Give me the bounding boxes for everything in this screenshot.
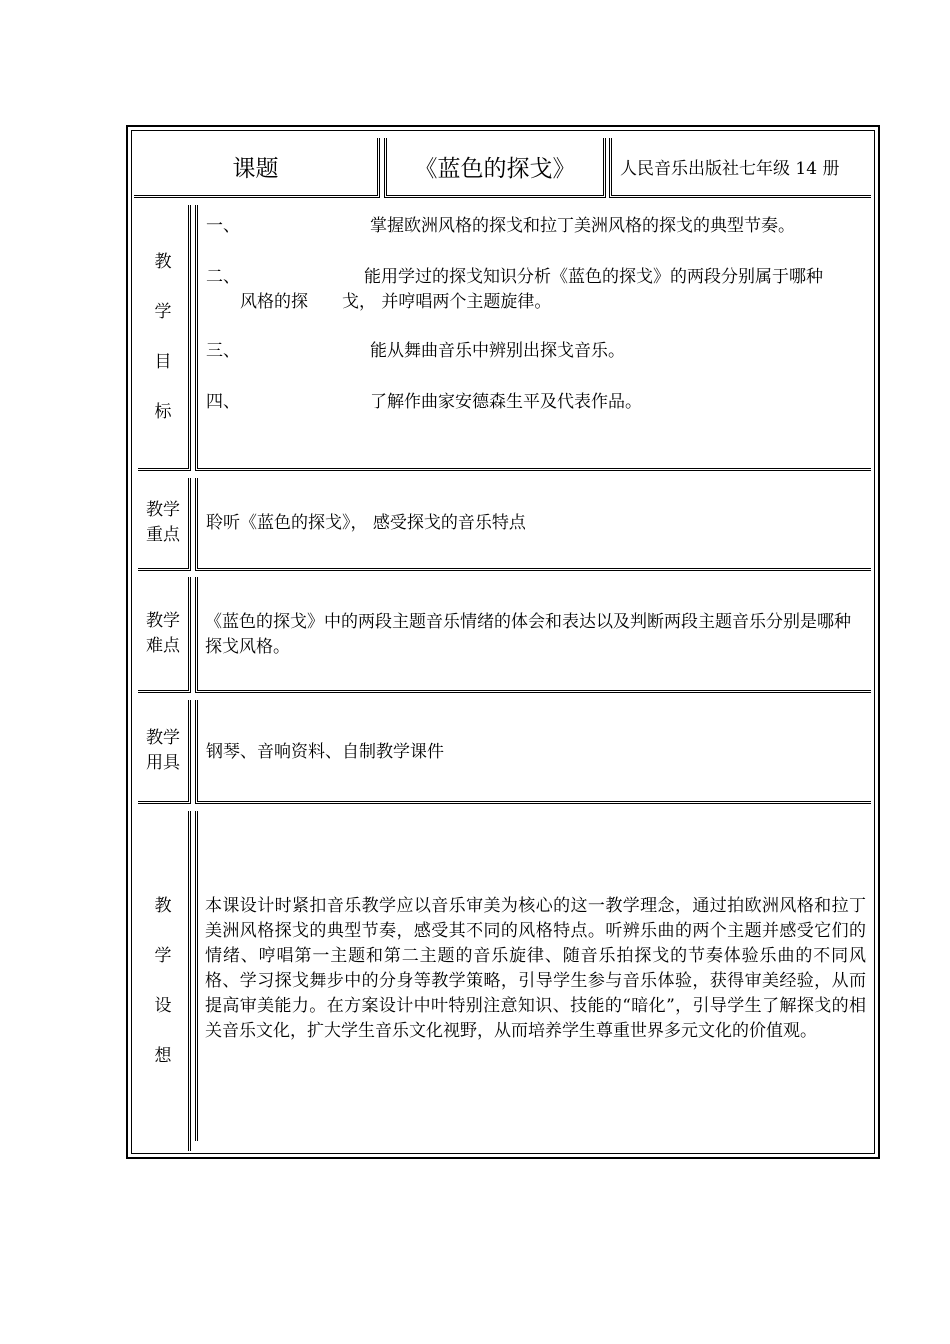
tools-label	[138, 700, 191, 804]
publisher: 人民音乐出版社七年级 14 册	[620, 159, 840, 179]
difficulties-label-line: 难点	[146, 635, 180, 656]
objective-text: 了解作曲家安德森生平及代表作品。	[370, 392, 642, 412]
objective-text-continued: 风格的探 戈， 并哼唱两个主题旋律。	[240, 292, 552, 312]
design-label-char: 学	[154, 946, 172, 966]
objective-item	[206, 214, 240, 239]
objectives-label-char: 学	[154, 301, 172, 322]
objective-text: 能从舞曲音乐中辨别出探戈音乐。	[370, 341, 625, 361]
difficulties-text: 《蓝色的探戈》中的两段主题音乐情绪的体会和表达以及判断两段主题音乐分别是哪种探戈风格。	[205, 612, 851, 657]
topic-title-cell	[384, 138, 606, 198]
tools-content	[195, 700, 871, 804]
objectives-label-char: 目	[154, 351, 172, 372]
objective-text: 掌握欧洲风格的探戈和拉丁美洲风格的探戈的典型节奏。	[370, 216, 795, 236]
design-content	[195, 811, 871, 1141]
key-points-label-line: 教学	[146, 500, 180, 520]
difficulties-label	[138, 577, 191, 693]
tools-label-line: 用具	[146, 752, 180, 773]
tools-label-line: 教学	[146, 727, 180, 748]
objective-num: 四、	[206, 392, 240, 412]
topic-label-cell	[134, 138, 380, 198]
publisher-cell	[609, 138, 871, 198]
key-points-label	[138, 478, 191, 571]
key-points-text: 聆听《蓝色的探戈》， 感受探戈的音乐特点	[206, 513, 526, 533]
objective-text: 能用学过的探戈知识分析《蓝色的探戈》的两段分别属于哪种	[364, 267, 823, 287]
objectives-label-char: 标	[154, 401, 172, 422]
design-label-char: 设	[154, 996, 172, 1016]
design-label-char: 想	[154, 1046, 172, 1066]
objective-item	[206, 390, 240, 415]
design-label	[138, 811, 191, 1151]
difficulties-content	[195, 577, 871, 693]
objective-item	[206, 339, 240, 364]
key-points-content	[195, 478, 871, 571]
objective-num: 一、	[206, 216, 240, 236]
key-points-label-line: 重点	[146, 525, 180, 545]
design-text: 本课设计时紧扣音乐教学应以音乐审美为核心的这一教学理念，通过拍欧洲风格和拉丁美洲风格探戈的典型节奏，感受其不同的风格特点。听辨乐曲的两个主题并感受它们的情绪、哼唱第一主题和第二主题的音乐旋律、随音乐拍探戈的节奏体验乐曲的不同风格、学习探戈舞步中的分身等教学策略，引导学生参与音乐体验，获得审美经验，从而提高审美能力。在方案设计中叶特别注意知识、技能的“暗化”，引导学生了解探戈的相关音乐文化，扩大学生音乐文化视野，从而培养学生尊重世界多元文化的价值观。	[205, 896, 866, 1041]
objective-item	[206, 265, 240, 290]
objectives-content	[195, 205, 871, 471]
objectives-label-char: 教	[154, 251, 172, 272]
topic-label: 课题	[232, 156, 279, 182]
objective-num: 二、	[206, 267, 240, 287]
difficulties-label-line: 教学	[146, 610, 180, 631]
objective-num: 三、	[206, 341, 240, 361]
topic-title: 《蓝色的探戈》	[414, 156, 576, 182]
design-label-char: 教	[154, 896, 172, 916]
objectives-label	[138, 205, 191, 471]
tools-text: 钢琴、音响资料、自制教学课件	[206, 742, 444, 762]
